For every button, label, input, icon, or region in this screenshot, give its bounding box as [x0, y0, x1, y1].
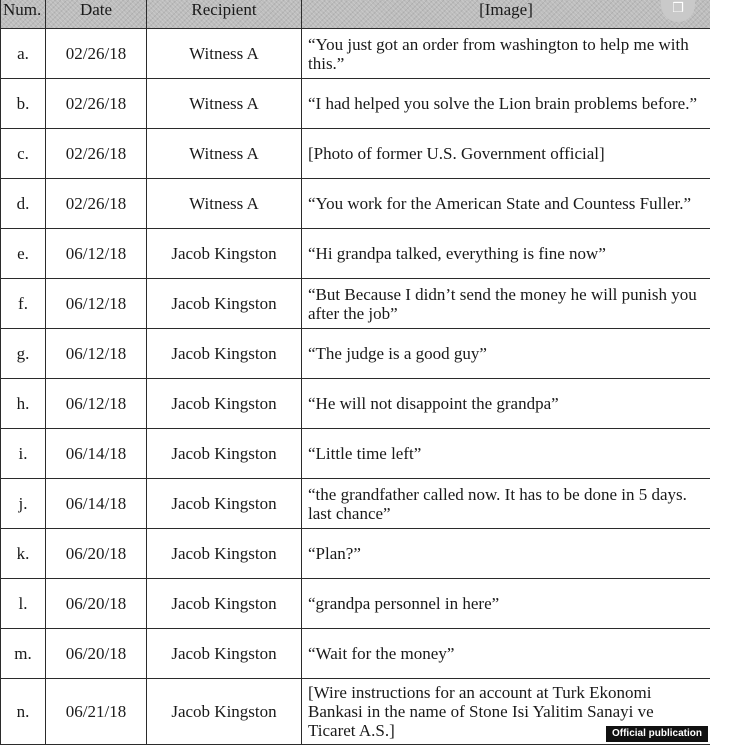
header-num: Num. — [1, 0, 46, 29]
table-row — [1, 279, 711, 329]
row-num: f. — [1, 279, 46, 329]
row-num: i. — [1, 429, 46, 479]
row-message: “Little time left” — [302, 429, 711, 479]
header-message: [Image] — [302, 0, 711, 29]
row-date: 06/12/18 — [46, 279, 147, 329]
row-date: 06/12/18 — [46, 329, 147, 379]
row-date: 02/26/18 — [46, 179, 147, 229]
row-recipient: Jacob Kingston — [147, 479, 302, 529]
table-row — [1, 79, 711, 129]
row-num: l. — [1, 579, 46, 629]
table-header-row — [1, 0, 711, 29]
table-row — [1, 479, 711, 529]
header-recipient: Recipient — [147, 0, 302, 29]
row-date: 06/21/18 — [46, 679, 147, 745]
row-recipient: Witness A — [147, 129, 302, 179]
row-num: a. — [1, 29, 46, 79]
table-row — [1, 29, 711, 79]
row-num: h. — [1, 379, 46, 429]
expand-icon: ❒ — [672, 0, 684, 16]
row-date: 02/26/18 — [46, 129, 147, 179]
table-row — [1, 379, 711, 429]
row-recipient: Jacob Kingston — [147, 379, 302, 429]
row-date: 06/20/18 — [46, 629, 147, 679]
row-message: [Photo of former U.S. Government official] — [302, 129, 711, 179]
right-margin — [710, 0, 730, 745]
row-recipient: Jacob Kingston — [147, 629, 302, 679]
row-message: [Wire instructions for an account at Turk Ekonomi Bankasi in the name of Stone Isi Yalitim Sanayi ve Ticaret A.S.] — [302, 679, 711, 745]
row-date: 06/20/18 — [46, 529, 147, 579]
row-num: b. — [1, 79, 46, 129]
row-num: m. — [1, 629, 46, 679]
row-recipient: Jacob Kingston — [147, 529, 302, 579]
row-recipient: Witness A — [147, 79, 302, 129]
row-recipient: Jacob Kingston — [147, 679, 302, 745]
row-num: e. — [1, 229, 46, 279]
row-date: 02/26/18 — [46, 29, 147, 79]
row-message: “He will not disappoint the grandpa” — [302, 379, 711, 429]
row-date: 06/12/18 — [46, 229, 147, 279]
row-message: “Wait for the money” — [302, 629, 711, 679]
row-message: “grandpa personnel in here” — [302, 579, 711, 629]
row-message: “You work for the American State and Countess Fuller.” — [302, 179, 711, 229]
row-recipient: Witness A — [147, 29, 302, 79]
row-num: j. — [1, 479, 46, 529]
row-recipient: Jacob Kingston — [147, 229, 302, 279]
table-row — [1, 229, 711, 279]
table-row — [1, 679, 711, 745]
table-row — [1, 329, 711, 379]
row-num: n. — [1, 679, 46, 745]
table-row — [1, 129, 711, 179]
row-num: k. — [1, 529, 46, 579]
row-recipient: Jacob Kingston — [147, 329, 302, 379]
row-message: “I had helped you solve the Lion brain problems before.” — [302, 79, 711, 129]
row-message: “But Because I didn’t send the money he will punish you after the job” — [302, 279, 711, 329]
row-message: “Plan?” — [302, 529, 711, 579]
table-row — [1, 179, 711, 229]
row-date: 02/26/18 — [46, 79, 147, 129]
row-num: g. — [1, 329, 46, 379]
official-publication-badge: Official publication — [606, 726, 708, 742]
row-date: 06/12/18 — [46, 379, 147, 429]
row-recipient: Jacob Kingston — [147, 429, 302, 479]
row-date: 06/20/18 — [46, 579, 147, 629]
row-recipient: Witness A — [147, 179, 302, 229]
row-date: 06/14/18 — [46, 429, 147, 479]
table-row — [1, 579, 711, 629]
row-message: “the grandfather called now. It has to be done in 5 days. last chance” — [302, 479, 711, 529]
row-num: c. — [1, 129, 46, 179]
row-message: “Hi grandpa talked, everything is fine now” — [302, 229, 711, 279]
row-recipient: Jacob Kingston — [147, 579, 302, 629]
table-row — [1, 529, 711, 579]
row-num: d. — [1, 179, 46, 229]
row-message: “You just got an order from washington to help me with this.” — [302, 29, 711, 79]
row-message: “The judge is a good guy” — [302, 329, 711, 379]
header-date: Date — [46, 0, 147, 29]
table-row — [1, 429, 711, 479]
row-date: 06/14/18 — [46, 479, 147, 529]
table-row — [1, 629, 711, 679]
row-recipient: Jacob Kingston — [147, 279, 302, 329]
